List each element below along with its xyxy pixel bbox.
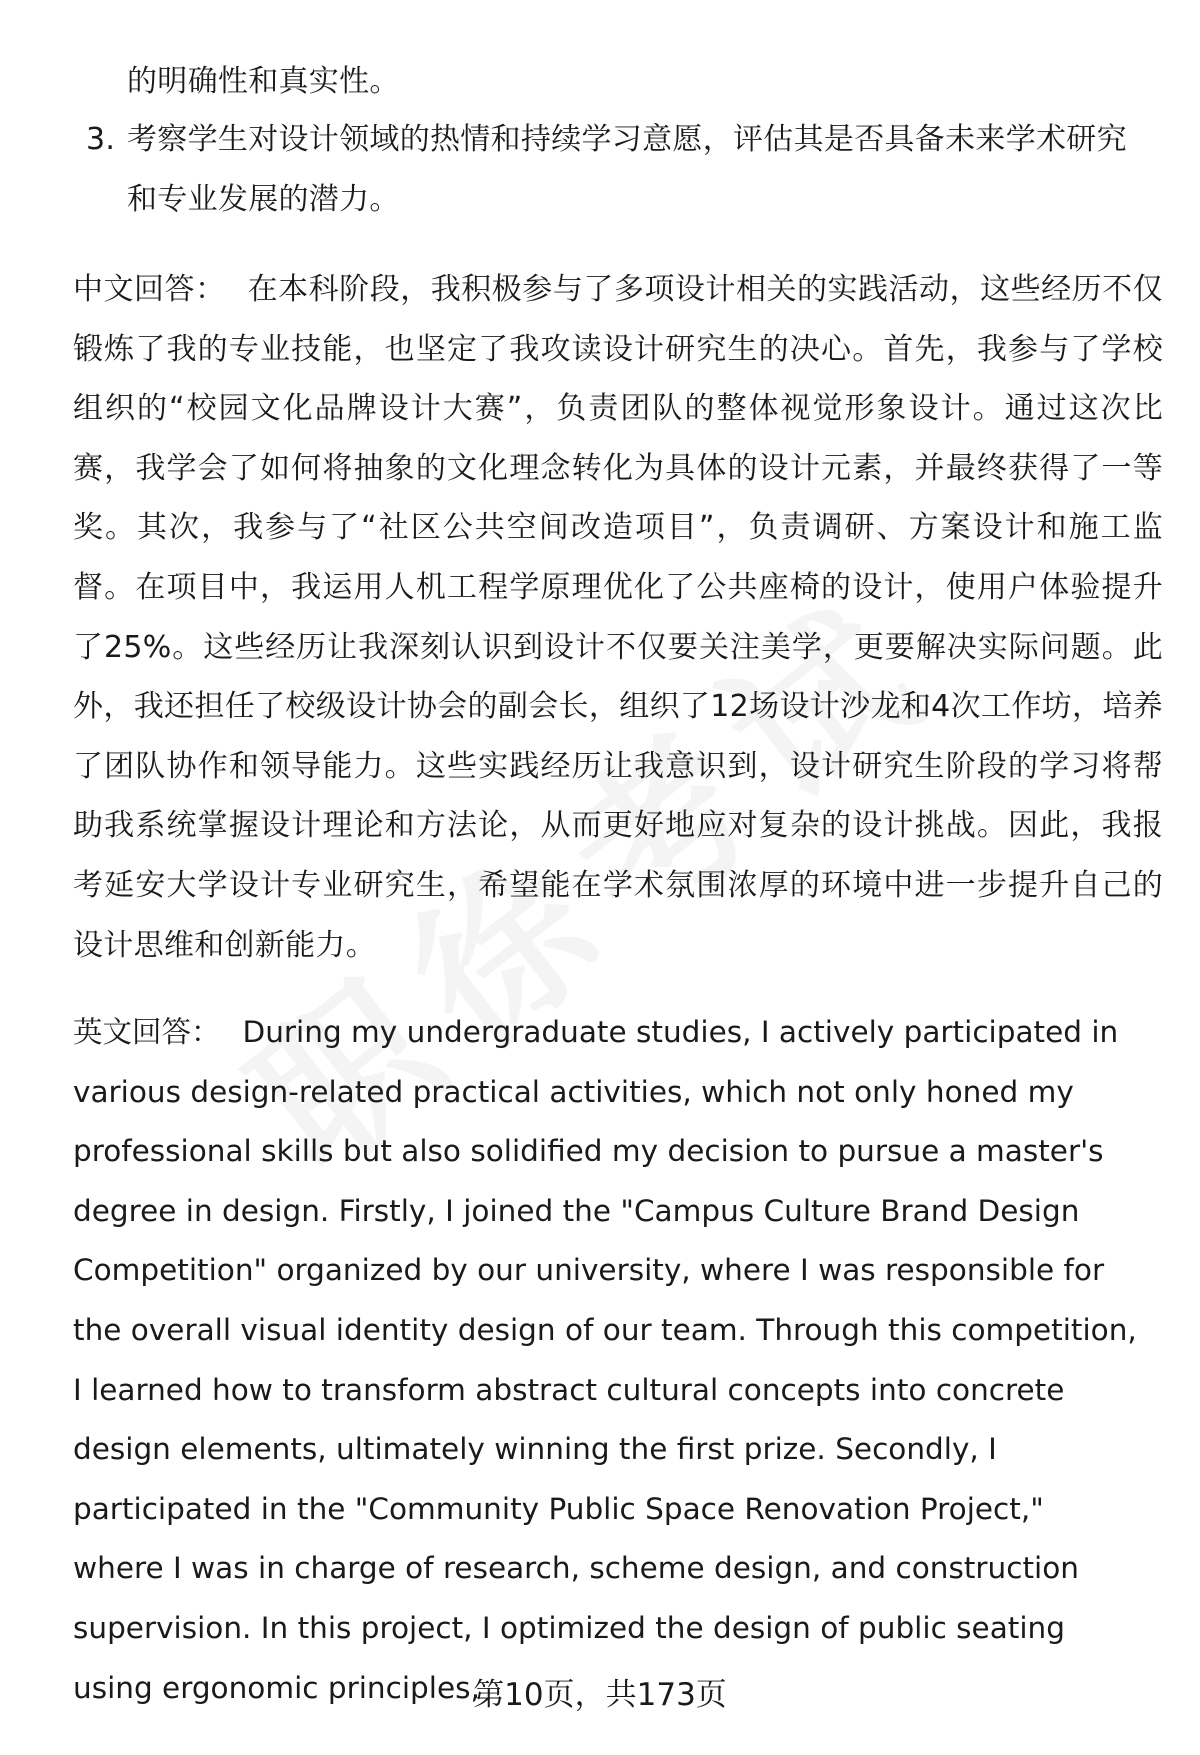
list-item-continuation: 的明确性和真实性。 xyxy=(127,64,400,99)
english-answer-paragraph xyxy=(73,1003,1143,1718)
list-item-text: 考察学生对设计领域的热情和持续学习意愿，评估其是否具备未来学术研究和专业发展的潜力。 xyxy=(127,122,1127,217)
list-item-number: 3. xyxy=(86,122,116,157)
english-answer-text: During my undergraduate studies, I actively participated in various design-related practical activities, which not only honed my professional skills but also solidified my decision to pursue a master's degree in design. Firstly, I joined the "Campus Culture Brand Design Competition" organized by our university, where I was responsible for the overall visual identity design of our team. Through this competition, I learned how to transform abstract cultural concepts into concrete design elements, ultimately winning the first prize. Secondly, I participated in the "Community Public Space Renovation Project," where I was in charge of research, scheme design, and construction supervision. In this project, I optimized the design of public seating using ergonomic principles, xyxy=(73,1015,1137,1705)
chinese-answer-paragraph xyxy=(73,260,1163,975)
chinese-answer-label: 中文回答： xyxy=(73,272,226,307)
english-answer-label: 英文回答： xyxy=(73,1015,221,1049)
chinese-answer-text: 在本科阶段，我积极参与了多项设计相关的实践活动，这些经历不仅锻炼了我的专业技能，也坚定了我攻读设计研究生的决心。首先，我参与了学校组织的“校园文化品牌设计大赛”，负责团队的整体视觉形象设计。通过这次比赛，我学会了如何将抽象的文化理念转化为具体的设计元素，并最终获得了一等奖。其次，我参与了“社区公共空间改造项目”，负责调研、方案设计和施工监督。在项目中，我运用人机工程学原理优化了公共座椅的设计，使用户体验提升了25%。这些经历让我深刻认识到设计不仅要关注美学，更要解决实际问题。此外，我还担任了校级设计协会的副会长，组织了12场设计沙龙和4次工作坊，培养了团队协作和领导能力。这些实践经历让我意识到，设计研究生阶段的学习将帮助我系统掌握设计理论和方法论，从而更好地应对复杂的设计挑战。因此，我报考延安大学设计专业研究生，希望能在学术氛围浓厚的环境中进一步提升自己的设计思维和创新能力。 xyxy=(73,272,1164,963)
list-item-3 xyxy=(86,110,1146,229)
page-number: 第10页，共173页 xyxy=(473,1677,727,1713)
